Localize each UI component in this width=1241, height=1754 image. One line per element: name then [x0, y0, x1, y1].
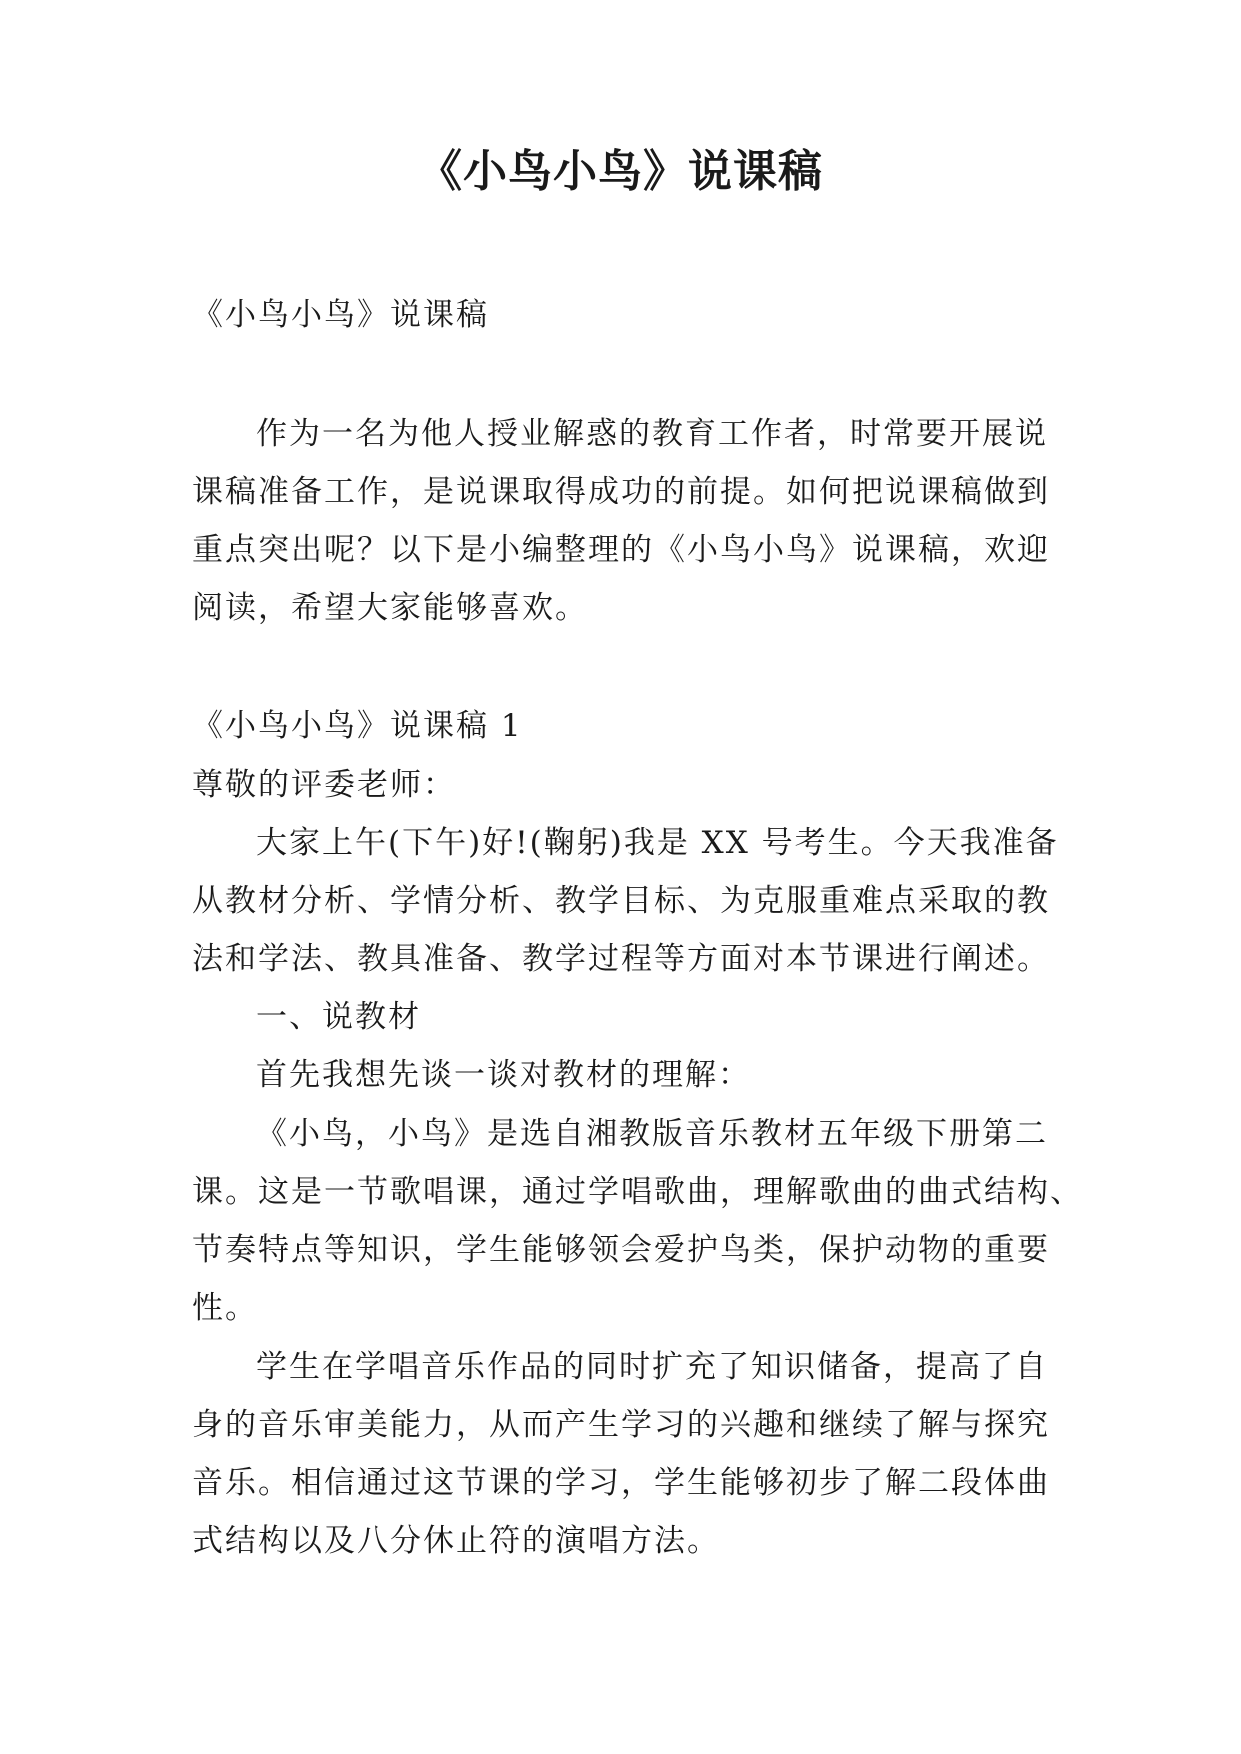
document-subtitle: 《小鸟小鸟》说课稿 — [192, 297, 489, 333]
student-line-1: 学生在学唱音乐作品的同时扩充了知识储备，提高了自 — [256, 1349, 1048, 1385]
student-line-2: 身的音乐审美能力，从而产生学习的兴趣和继续了解与探究 — [192, 1407, 1050, 1443]
textbook-line-1: 《小鸟，小鸟》是选自湘教版音乐教材五年级下册第二 — [256, 1116, 1048, 1152]
intro-line-2: 课稿准备工作，是说课取得成功的前提。如何把说课稿做到 — [192, 474, 1050, 510]
intro-line-3: 重点突出呢？以下是小编整理的《小鸟小鸟》说课稿，欢迎 — [192, 532, 1050, 568]
greeting-line-2: 从教材分析、学情分析、教学目标、为克服重难点采取的教 — [192, 883, 1050, 919]
student-line-4: 式结构以及八分休止符的演唱方法。 — [192, 1523, 720, 1559]
part-one-intro: 首先我想先谈一谈对教材的理解： — [256, 1057, 751, 1093]
intro-line-1: 作为一名为他人授业解惑的教育工作者，时常要开展说 — [256, 416, 1048, 452]
student-line-3: 音乐。相信通过这节课的学习，学生能够初步了解二段体曲 — [192, 1465, 1050, 1501]
section-heading: 《小鸟小鸟》说课稿 1 — [192, 708, 523, 744]
greeting-line-1: 大家上午(下午)好!(鞠躬)我是 XX 号考生。今天我准备 — [256, 825, 1059, 861]
part-one-heading: 一、说教材 — [256, 999, 421, 1035]
textbook-line-3: 节奏特点等知识，学生能够领会爱护鸟类，保护动物的重要 — [192, 1232, 1050, 1268]
textbook-line-2: 课。这是一节歌唱课，通过学唱歌曲，理解歌曲的曲式结构、 — [192, 1174, 1083, 1210]
textbook-line-4: 性。 — [192, 1290, 258, 1326]
salutation: 尊敬的评委老师： — [192, 767, 456, 803]
document-title: 《小鸟小鸟》说课稿 — [418, 146, 823, 197]
greeting-line-3: 法和学法、教具准备、教学过程等方面对本节课进行阐述。 — [192, 941, 1050, 977]
intro-line-4: 阅读，希望大家能够喜欢。 — [192, 590, 588, 626]
